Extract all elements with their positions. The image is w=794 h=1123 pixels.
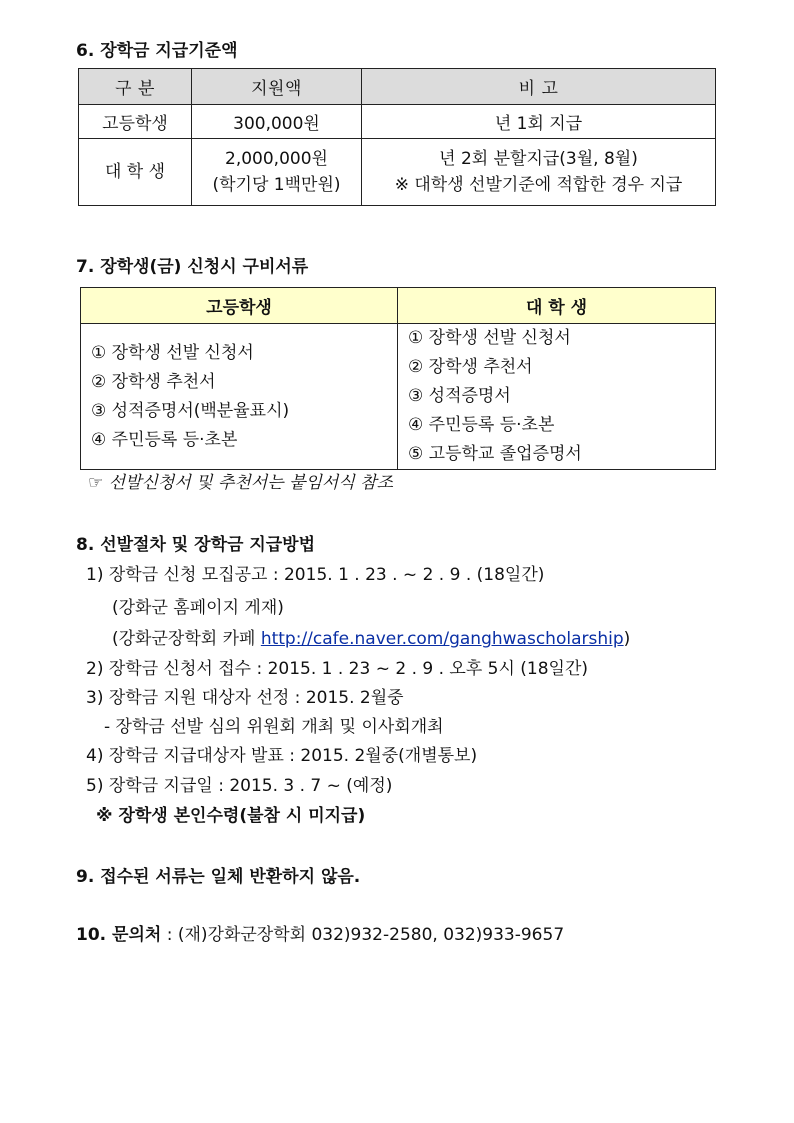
list-item: ② 장학생 추천서: [408, 357, 533, 377]
list-item: ③ 성적증명서: [408, 386, 511, 406]
step-3: 3) 장학금 지원 대상자 선정 : 2015. 2월중: [86, 688, 404, 708]
section-8-title: 8. 선발절차 및 장학금 지급방법: [76, 535, 316, 555]
row-type: 대 학 생: [79, 139, 192, 206]
header-university: 대 학 생: [398, 288, 716, 324]
section-7-title: 7. 장학생(금) 신청시 구비서류: [76, 257, 309, 277]
step-5: 5) 장학금 지급일 : 2015. 3 . 7 ~ (예정): [86, 776, 393, 796]
cafe-close: ): [623, 629, 631, 649]
university-docs: [398, 324, 716, 470]
table-row: [79, 139, 716, 206]
section-10: [76, 920, 564, 945]
step-3-detail: - 장학금 선발 심의 위원회 개최 및 이사회개최: [104, 717, 444, 737]
cafe-label: (강화군장학회 카페: [112, 629, 261, 649]
row-note: 년 1회 지급: [362, 105, 716, 139]
row-amount: 300,000원: [192, 105, 362, 139]
step-4: 4) 장학금 지급대상자 발표 : 2015. 2월중(개별통보): [86, 746, 478, 766]
list-item: ① 장학생 선발 신청서: [408, 328, 571, 348]
step-1-detail-cafe: [112, 624, 630, 649]
table-row: [79, 105, 716, 139]
section-10-title: 10. 문의처: [76, 925, 162, 945]
contact-info: : (재)강화군장학회 032)932-2580, 032)933-9657: [161, 925, 565, 945]
row-note-detail: ※ 대학생 선발기준에 적합한 경우 지급: [394, 175, 683, 195]
cafe-link[interactable]: http://cafe.naver.com/ganghwascholarship: [260, 629, 624, 649]
section-6-title: 6. 장학금 지급기준액: [76, 41, 238, 61]
row-note-cell: [362, 139, 716, 206]
header-high-school: 고등학생: [81, 288, 398, 324]
form-reference-note: ☞ 선발신청서 및 추천서는 붙임서식 참조: [88, 473, 394, 493]
list-item: ④ 주민등록 등·초본: [408, 415, 555, 435]
row-amount-detail: (학기당 1백만원): [212, 175, 341, 195]
header-note: 비 고: [362, 69, 716, 105]
row-type: 고등학생: [79, 105, 192, 139]
step-1: 1) 장학금 신청 모집공고 : 2015. 1 . 23 . ~ 2 . 9 . (18일간): [86, 565, 545, 585]
list-item: ③ 성적증명서(백분율표시): [91, 400, 290, 421]
step-2: 2) 장학금 신청서 접수 : 2015. 1 . 23 ~ 2 . 9 . 오후 5시 (18일간): [86, 659, 589, 679]
section-9-title: 9. 접수된 서류는 일체 반환하지 않음.: [76, 867, 361, 887]
list-item: ② 장학생 추천서: [91, 371, 216, 392]
list-item: ① 장학생 선발 신청서: [91, 342, 254, 363]
high-school-docs: [81, 324, 398, 470]
step-note: ※ 장학생 본인수령(불참 시 미지급): [96, 806, 366, 826]
header-category: 구 분: [79, 69, 192, 105]
row-note: 년 2회 분할지급(3월, 8월): [439, 149, 638, 169]
list-item: ④ 주민등록 등·초본: [91, 429, 238, 450]
row-amount-cell: [192, 139, 362, 206]
header-amount: 지원액: [192, 69, 362, 105]
row-amount: 2,000,000원: [225, 149, 328, 169]
required-documents-table: [80, 287, 716, 470]
step-1-detail-homepage: (강화군 홈페이지 게재): [112, 598, 284, 618]
support-amount-table: [78, 68, 716, 206]
list-item: ⑤ 고등학교 졸업증명서: [408, 444, 582, 464]
